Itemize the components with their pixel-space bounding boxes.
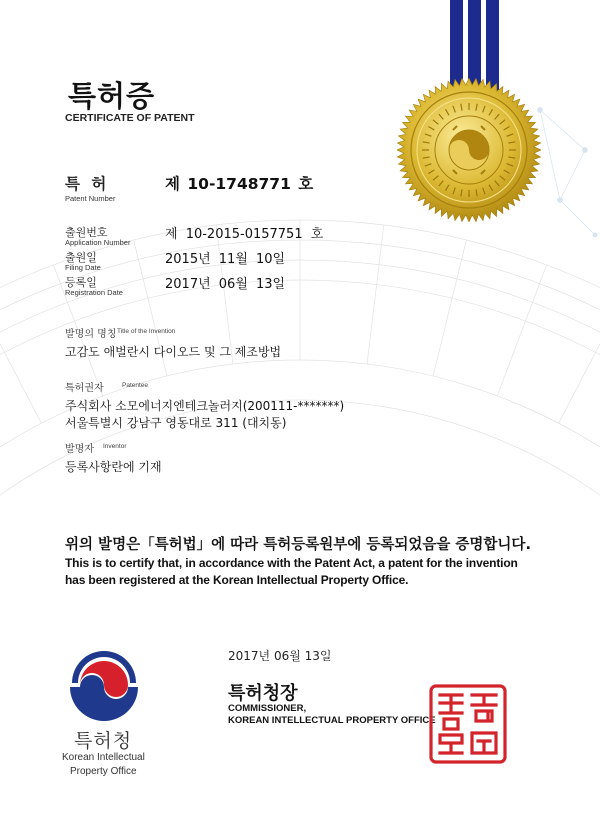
application-number-value: 제 10-2015-0157751 호 bbox=[165, 227, 324, 242]
patent-number-label: 특 허 bbox=[65, 175, 110, 193]
invention-title-label-english: Title of the Invention bbox=[117, 328, 176, 335]
inventor-label-english: Inventor bbox=[103, 443, 127, 450]
red-stamp-icon bbox=[428, 683, 508, 765]
registration-date-label: 등록일 bbox=[65, 276, 97, 289]
taegeuk-logo-icon bbox=[66, 645, 142, 721]
inventor-value: 등록사항란에 기재 bbox=[65, 460, 162, 474]
application-number-label-english: Application Number bbox=[65, 238, 131, 247]
invention-title-label: 발명의 명칭 bbox=[65, 329, 117, 340]
issuer-title-english-line2: KOREAN INTELLECTUAL PROPERTY OFFICE bbox=[228, 715, 436, 726]
patentee-label: 특허권자 bbox=[65, 383, 104, 394]
issue-date: 2017년 06월 13일 bbox=[228, 649, 332, 663]
certificate-title-english: CERTIFICATE OF PATENT bbox=[65, 112, 195, 124]
patentee-label-english: Patentee bbox=[122, 382, 149, 389]
office-logo-name-english-line1: Korean Intellectual bbox=[62, 752, 145, 763]
registration-date-value: 2017년 06월 13일 bbox=[165, 277, 286, 292]
filing-date-label-english: Filing Date bbox=[65, 263, 101, 272]
filing-date-label: 출원일 bbox=[65, 251, 97, 264]
inventor-label: 발명자 bbox=[65, 444, 94, 455]
invention-title-value: 고감도 애벌란시 다이오드 및 그 제조방법 bbox=[65, 345, 282, 359]
certification-statement-korean: 위의 발명은「특허법」에 따라 특허등록원부에 등록되었음을 증명합니다. bbox=[65, 537, 531, 553]
patent-number-label-english: Patent Number bbox=[65, 194, 116, 203]
certification-statement-english-line2: has been registered at the Korean Intellectual Property Office. bbox=[65, 573, 409, 587]
certificate-title: 특허증 bbox=[68, 79, 156, 113]
application-number-label: 출원번호 bbox=[65, 226, 108, 239]
issuer-title-english-line1: COMMISSIONER, bbox=[228, 703, 307, 714]
office-logo-name-korean: 특허청 bbox=[74, 730, 133, 752]
registration-date-label-english: Registration Date bbox=[65, 288, 123, 297]
certification-statement-english-line1: This is to certify that, in accordance with the Patent Act, a patent for the invention bbox=[65, 556, 518, 570]
gold-seal-icon bbox=[397, 78, 541, 222]
issuer-title: 특허청장 bbox=[228, 683, 298, 704]
office-logo-name-english-line2: Property Office bbox=[70, 766, 137, 777]
patent-number-value: 제 10-1748771 호 bbox=[165, 175, 314, 193]
filing-date-value: 2015년 11월 10일 bbox=[165, 252, 286, 267]
patentee-address: 서울특별시 강남구 영동대로 311 (대치동) bbox=[65, 416, 287, 430]
patentee-name: 주식회사 소모에너지엔테크놀러지(200111-*******) bbox=[65, 399, 345, 413]
